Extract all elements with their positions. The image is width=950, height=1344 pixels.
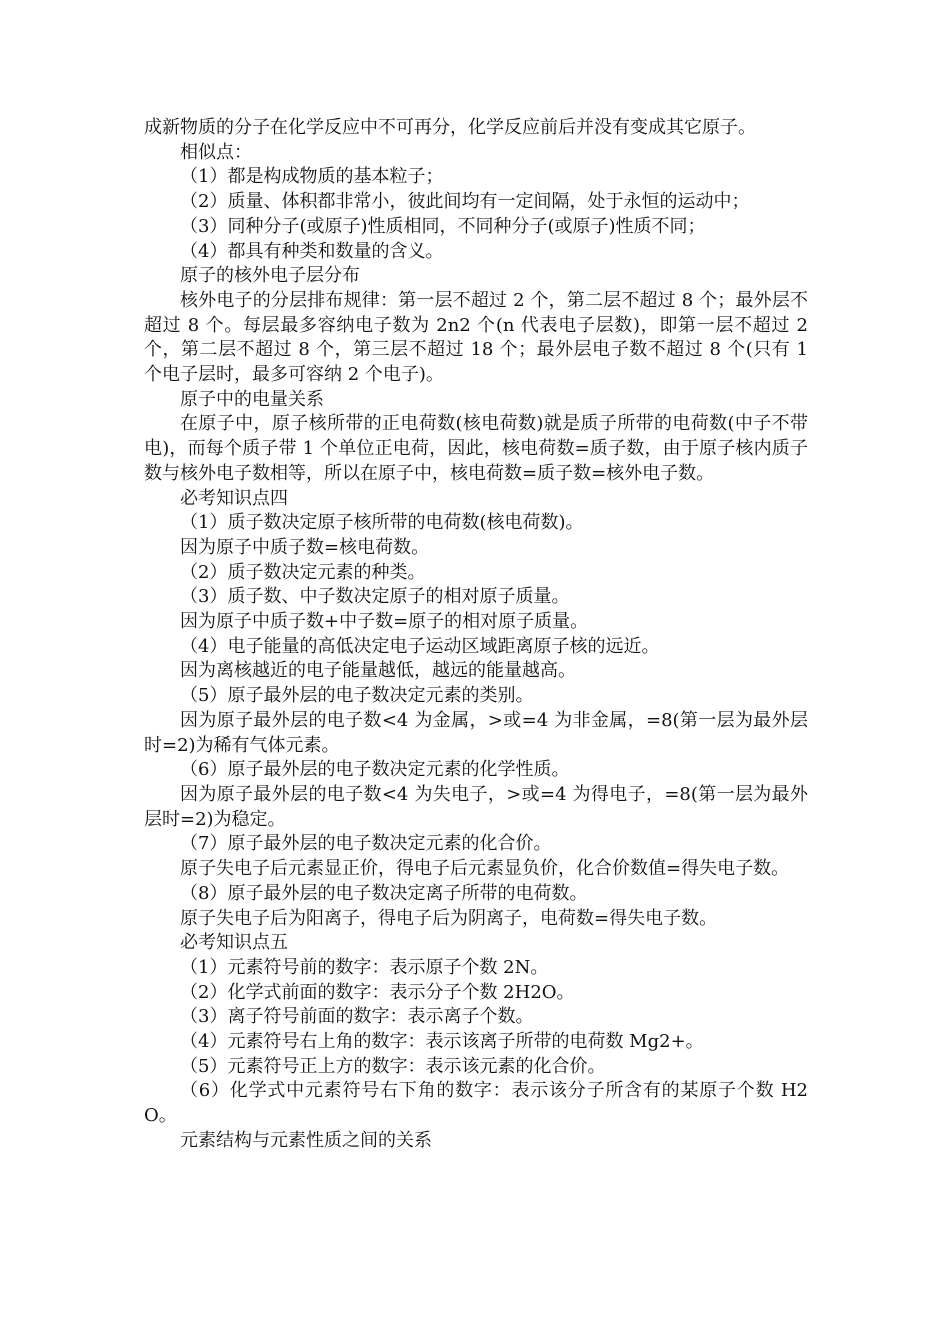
paragraph-body: 因为原子最外层的电子数<4 为失电子，>或=4 为得电子，=8(第一层为最外层时=2)为稳定。 [144,783,808,830]
paragraph-body: 在原子中，原子核所带的正电荷数(核电荷数)就是质子所带的电荷数(中子不带电)，而每个质子带 1 个单位正电荷，因此，核电荷数=质子数，由于原子核内质子数与核外电子数相等，所以在原子中，核电荷数=质子数=核外电子数。 [144,413,808,484]
paragraph-list-item: （2）化学式前面的数字：表示分子个数 2H2O。 [180,981,575,1003]
paragraph-list-item: （2）质子数决定元素的种类。 [180,561,426,583]
paragraph-list-item: （5）元素符号正上方的数字：表示该元素的化合价。 [180,1055,606,1077]
paragraph-list-item: （1）都是构成物质的基本粒子； [180,166,444,188]
paragraph-list-item: （1）元素符号前的数字：表示原子个数 2N。 [180,956,549,978]
paragraph-list-item: （3）离子符号前面的数字：表示离子个数。 [180,1006,534,1028]
paragraph-body: 因为原子中质子数+中子数=原子的相对原子质量。 [180,611,589,633]
paragraph-list-item: （4）都具有种类和数量的含义。 [180,240,444,262]
paragraph-body: 原子失电子后为阳离子，得电子后为阴离子，电荷数=得失电子数。 [180,907,718,929]
paragraph-list-item: （7）原子最外层的电子数决定元素的化合价。 [180,833,552,855]
paragraph-heading-point-four: 必考知识点四 [180,487,288,509]
paragraph-list-item: （6）化学式中元素符号右下角的数字：表示该分子所含有的某原子个数 H2O。 [144,1080,808,1127]
paragraph-list-item: （8）原子最外层的电子数决定离子所带的电荷数。 [180,882,588,904]
paragraph-list-item: （3）同种分子(或原子)性质相同，不同种分子(或原子)性质不同； [180,215,706,237]
paragraph-heading-charge: 原子中的电量关系 [180,388,324,410]
paragraph-continued: 成新物质的分子在化学反应中不可再分，化学反应前后并没有变成其它原子。 [144,117,756,138]
paragraph-body: 因为原子中质子数=核电荷数。 [180,536,430,558]
paragraph-body: 因为离核越近的电子能量越低，越远的能量越高。 [180,660,576,682]
paragraph-list-item: （4）电子能量的高低决定电子运动区域距离原子核的远近。 [180,635,660,657]
paragraph-heading-electron-shells: 原子的核外电子层分布 [180,265,360,287]
paragraph-heading-similarities: 相似点： [180,141,252,163]
paragraph-list-item: （1）质子数决定原子核所带的电荷数(核电荷数)。 [180,512,584,534]
paragraph-list-item: （3）质子数、中子数决定原子的相对原子质量。 [180,586,570,608]
paragraph-heading-point-five: 必考知识点五 [180,932,288,954]
paragraph-list-item: （6）原子最外层的电子数决定元素的化学性质。 [180,759,570,781]
paragraph-heading-structure-properties: 元素结构与元素性质之间的关系 [180,1129,432,1151]
paragraph-body: 核外电子的分层排布规律：第一层不超过 2 个，第二层不超过 8 个；最外层不超过 8 个。每层最多容纳电子数为 2n2 个(n 代表电子层数)，即第一层不超过 2 个，第二层不超过 8 个，第三层不超过 18 个；最外层电子数不超过 8 个(只有 1 个电子层时，最多可容纳 2 个电子)。 [144,289,808,386]
paragraph-list-item: （4）元素符号右上角的数字：表示该离子所带的电荷数 Mg2+。 [180,1031,704,1053]
paragraph-list-item: （2）质量、体积都非常小，彼此间均有一定间隔，处于永恒的运动中； [180,191,750,213]
paragraph-list-item: （5）原子最外层的电子数决定元素的类别。 [180,685,534,707]
document-page [144,116,808,1154]
paragraph-body: 原子失电子后元素显正价，得电子后元素显负价，化合价数值=得失电子数。 [180,858,790,880]
paragraph-body: 因为原子最外层的电子数<4 为金属，>或=4 为非金属，=8(第一层为最外层时=2)为稀有气体元素。 [144,709,808,756]
